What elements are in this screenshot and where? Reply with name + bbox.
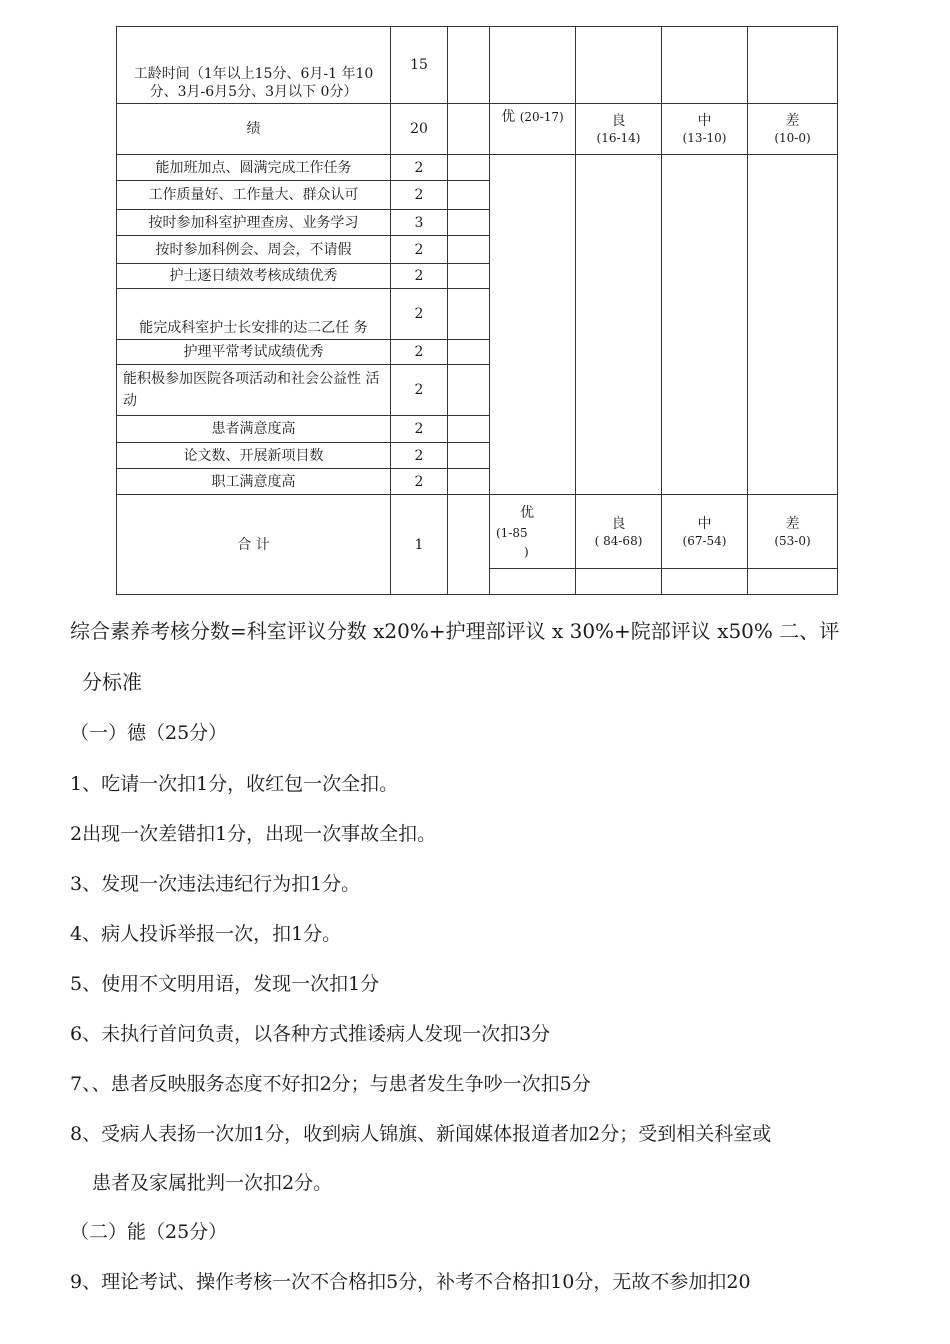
grade-medium-bottom (662, 495, 748, 569)
grade-name: 中 (697, 113, 712, 129)
grade-name: 差 (785, 113, 800, 129)
grade-column-excellent (490, 155, 576, 495)
grade-range: (13-10) (682, 131, 727, 145)
section-heading-ethics: （一）德（25分） (70, 722, 228, 744)
grade-range: (16-14) (596, 131, 641, 145)
performance-label: 绩 (117, 104, 391, 155)
section-heading-criteria: 分标准 (82, 670, 142, 694)
grade-name: 中 (697, 515, 712, 532)
item-score (448, 365, 490, 416)
item-label: 能加班加点、圆满完成工作任务 (117, 155, 391, 181)
total-score (448, 495, 490, 595)
item-points: 2 (391, 289, 448, 340)
seniority-points: 15 (391, 27, 448, 104)
rule-item: 6、未执行首问负责，以各种方式推诿病人发现一次扣3分 (70, 1023, 551, 1045)
seniority-grade-cell (576, 27, 662, 104)
empty-cell (748, 569, 838, 595)
grade-column-medium (662, 155, 748, 495)
grade-poor-top (748, 104, 838, 155)
item-label: 能完成科室护士长安排的达二乙任 务 (117, 289, 391, 340)
item-points: 2 (391, 236, 448, 264)
item-score (448, 443, 490, 469)
rule-item: 7、、患者反映服务态度不好扣2分；与患者发生争吵一次扣5分 (70, 1073, 591, 1095)
table-row-performance (117, 104, 838, 155)
empty-cell (576, 569, 662, 595)
item-points: 2 (391, 340, 448, 365)
seniority-grade-cell (748, 27, 838, 104)
table-row-seniority (117, 27, 838, 104)
table-row-total (117, 495, 838, 569)
grade-excellent-top (490, 104, 576, 155)
seniority-label-line2: 分、3月-6月5分、3月以下 0分） (149, 84, 358, 100)
grade-column-good (576, 155, 662, 495)
total-points: 1 (391, 495, 448, 595)
item-points: 2 (391, 416, 448, 443)
grade-column-poor (748, 155, 838, 495)
rule-item: 9、理论考试、操作考核一次不合格扣5分，补考不合格扣10分，无故不参加扣20 (70, 1271, 751, 1293)
grade-range: (1-85 (496, 525, 528, 540)
grade-range: (53-0) (774, 533, 811, 548)
item-score (448, 210, 490, 236)
item-label: 能积极参加医院各项活动和社会公益性 活动 (117, 365, 391, 416)
grade-name: 优 (520, 504, 534, 521)
rule-item: 4、病人投诉举报一次，扣1分。 (70, 923, 342, 945)
performance-points: 20 (391, 104, 448, 155)
seniority-score (448, 27, 490, 104)
item-label: 患者满意度高 (117, 416, 391, 443)
grade-range: (67-54) (682, 533, 727, 548)
item-score (448, 289, 490, 340)
score-formula: 综合素养考核分数=科室评议分数 x20%+护理部评议 x 30%+院部评议 x50% 二、评 (70, 619, 840, 643)
grade-name: 差 (785, 515, 800, 532)
grade-good-bottom (576, 495, 662, 569)
item-label: 护士逐日绩效考核成绩优秀 (117, 264, 391, 289)
grade-range: (10-0) (774, 131, 811, 145)
grade-name: 良 (611, 515, 626, 532)
rule-item-continuation: 患者及家属批判一次扣2分。 (92, 1172, 333, 1194)
item-points: 2 (391, 264, 448, 289)
performance-score (448, 104, 490, 155)
item-points: 2 (391, 181, 448, 210)
item-label: 职工满意度高 (117, 469, 391, 495)
grade-good-top (576, 104, 662, 155)
grade-range: (20-17) (519, 110, 564, 124)
item-label: 工作质量好、工作量大、群众认可 (117, 181, 391, 210)
grade-name: 优 (501, 109, 516, 125)
table-row (117, 155, 838, 181)
grade-poor-bottom (748, 495, 838, 569)
rule-item: 2出现一次差错扣1分，出现一次事故全扣。 (70, 823, 437, 845)
grade-range-end: ) (524, 544, 529, 559)
seniority-grade-cell (490, 27, 576, 104)
item-points: 2 (391, 155, 448, 181)
rule-item: 8、受病人表扬一次加1分，收到病人锦旗、新闻媒体报道者加2分；受到相关科室或 (70, 1123, 772, 1145)
grade-medium-top (662, 104, 748, 155)
item-label: 按时参加科例会、周会，不请假 (117, 236, 391, 264)
item-score (448, 340, 490, 365)
item-points: 2 (391, 443, 448, 469)
rule-item: 1、吃请一次扣1分，收红包一次全扣。 (70, 773, 399, 795)
rule-item: 3、发现一次违法违纪行为扣1分。 (70, 873, 361, 895)
item-points: 2 (391, 469, 448, 495)
seniority-label (117, 27, 391, 104)
item-points: 2 (391, 365, 448, 416)
grade-range: ( 84-68) (594, 533, 643, 548)
section-heading-ability: （二）能（25分） (70, 1221, 228, 1243)
item-score (448, 155, 490, 181)
grade-name: 良 (611, 113, 626, 129)
empty-cell (490, 569, 576, 595)
item-label: 护理平常考试成绩优秀 (117, 340, 391, 365)
item-score (448, 264, 490, 289)
empty-cell (662, 569, 748, 595)
seniority-label-line1: 工龄时间（1年以上15分、6月-1 年10 (133, 66, 374, 82)
seniority-grade-cell (662, 27, 748, 104)
item-score (448, 236, 490, 264)
grade-excellent-bottom (490, 495, 576, 569)
item-label: 论文数、开展新项目数 (117, 443, 391, 469)
rule-item: 5、使用不文明用语，发现一次扣1分 (70, 973, 380, 995)
item-score (448, 469, 490, 495)
evaluation-table (116, 26, 838, 595)
item-points: 3 (391, 210, 448, 236)
item-score (448, 181, 490, 210)
item-score (448, 416, 490, 443)
item-label: 按时参加科室护理查房、业务学习 (117, 210, 391, 236)
total-label: 合 计 (117, 495, 391, 595)
